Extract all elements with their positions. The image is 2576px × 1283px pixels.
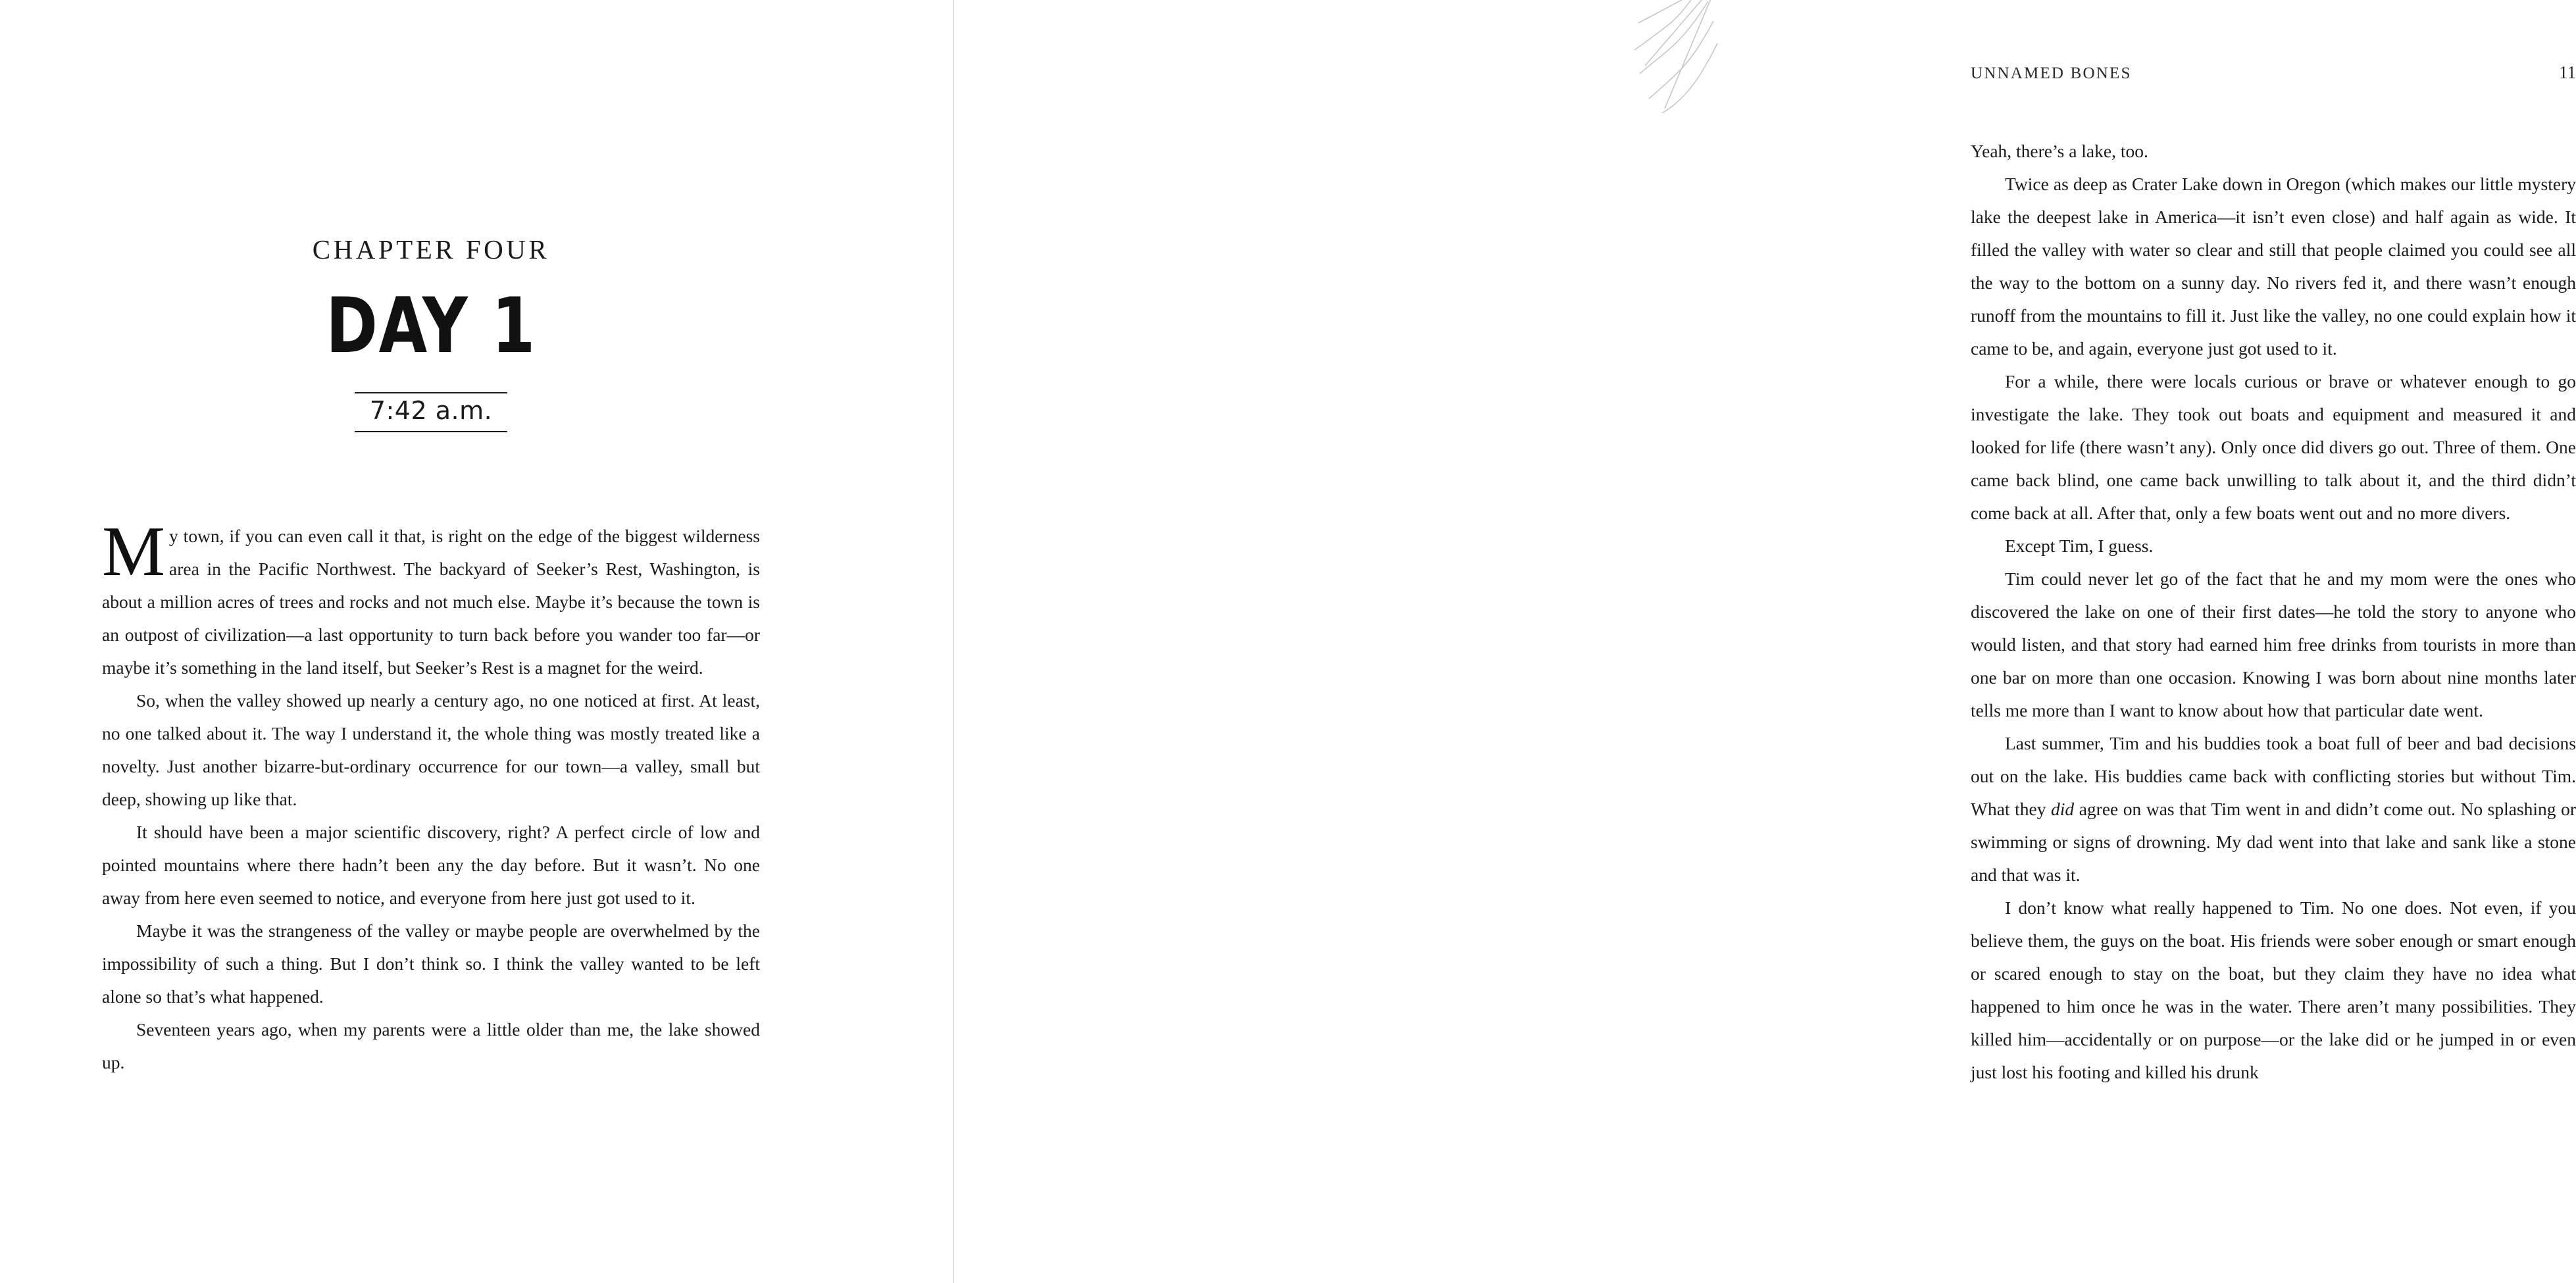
paragraph: I don’t know what really happened to Tim. No one does. Not even, if you believe them, the guys on the boat. His friends were sober enough or smart enough or scared enough to stay on the boat, but they claim they have no idea what happened to him once he was in the water. There aren’t many possibilities. They killed him—accidentally or on purpose—or the lake did or he jumped in or even just lost his footing and killed his drunk [1971,897,2576,1082]
paragraph-with-emphasis [1971,727,2576,892]
paragraph-text: y town, if you can even call it that, is right on the edge of the biggest wilderness area in the Pacific Northwest. The backyard of Seeker’s Rest, Washington, is about a million acres of trees and rocks and not much else. Maybe it’s because the town is an outpost of civilization—a last opportunity to turn back before you wander too far—or maybe it’s something in the land itself, but Seeker’s Rest is a magnet for the weird. [102,526,760,678]
paragraph: It should have been a major scientific discovery, right? A perfect circle of low and pointed mountains where there hadn’t been any the day before. But it wasn’t. No one away from here even seemed to notice, and everyone from here just got used to it. [102,822,760,908]
chapter-time-rule [355,392,507,432]
right-page-body [1971,135,2576,1089]
right-page [954,0,2576,1283]
paragraph [102,513,760,684]
paragraph: So, when the valley showed up nearly a century ago, no one noticed at first. At least, no one talked about it. The way I understand it, the whole thing was mostly treated like a novelty. Just another bizarre-but-ordinary occurrence for our town—a valley, small but deep, showing up like that. [102,690,760,809]
drop-cap: M [102,513,166,591]
page-number: 11 [2559,63,2576,82]
paragraph-text: agree on was that Tim went in and didn’t come out. No splashing or swimming or signs of drowning. My dad went into that lake and sank like a stone and that was it. [1971,799,2576,885]
paragraph: Yeah, there’s a lake, too. [1971,141,2148,161]
left-page [0,0,954,1283]
chapter-opener [102,234,760,432]
chapter-time: 7:42 a.m. [369,396,493,425]
chapter-label: CHAPTER FOUR [312,234,550,264]
emphasized-word: did [2051,799,2075,819]
paragraph: Tim could never let go of the fact that he and my mom were the ones who discovered the lake on one of their first dates—he told the story to anyone who would listen, and that story had earned him free drinks from tourists in more than one bar on more than one occasion. Knowing I was born about nine months later tells me more than I want to know about how that particular date went. [1971,568,2576,720]
spiderweb-icon [1566,0,1717,112]
running-head [1971,63,2576,83]
paragraph-text: Last summer, Tim and his buddies took a boat full of beer and bad decisions out on the lake. His buddies came back with conflicting stories but without Tim. What they [1971,733,2576,819]
paragraph: Except Tim, I guess. [2005,536,2154,556]
paragraph: For a while, there were locals curious or brave or whatever enough to go investigate the lake. They took out boats and equipment and measured it and looked for life (there wasn’t any). Only once did divers go out. Three of them. One came back blind, one came back unwilling to talk about it, and the third didn’t come back at all. After that, only a few boats went out and no more divers. [1971,371,2576,523]
paragraph: Twice as deep as Crater Lake down in Oregon (which makes our little mystery lake the deepest lake in America—it isn’t even close) and half again as wide. It filled the valley with water so clear and still that people claimed you could see all the way to the bottom on a sunny day. No rivers fed it, and there wasn’t enough runoff from the mountains to fill it. Just like the valley, no one could explain how it came to be, and again, everyone just got used to it. [1971,174,2576,359]
chapter-title: DAY 1 [326,282,536,370]
paragraph: Seventeen years ago, when my parents were a little older than me, the lake showed up. [102,1019,760,1072]
left-page-body [102,513,760,1079]
paragraph: Maybe it was the strangeness of the valley or maybe people are overwhelmed by the impossibility of such a thing. But I don’t think so. I think the valley wanted to be left alone so that’s what happened. [102,920,760,1007]
running-head-title: UNNAMED BONES [1971,64,2132,82]
